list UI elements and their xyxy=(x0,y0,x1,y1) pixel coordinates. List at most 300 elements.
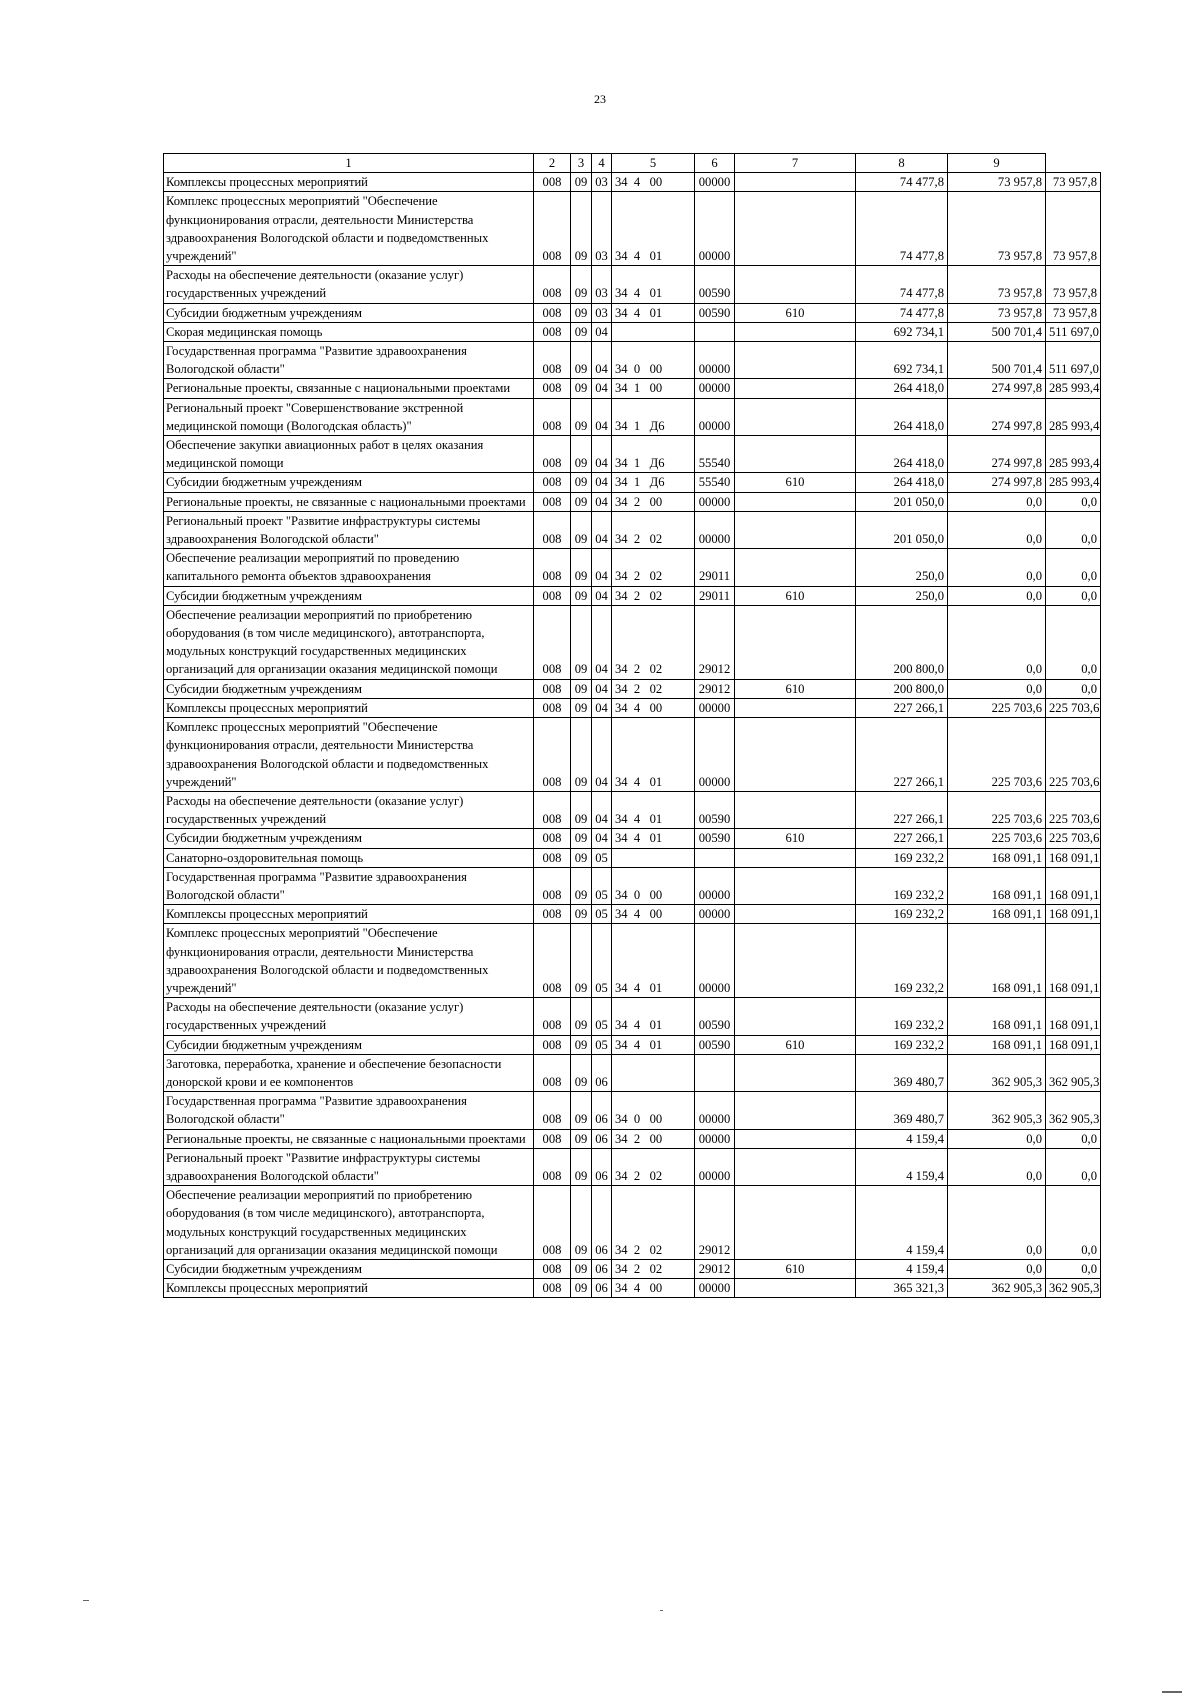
section-code-cell: 09 xyxy=(571,1186,592,1260)
subsection-code-cell: 05 xyxy=(592,848,612,867)
target-article-cell: 34 4 00 xyxy=(612,698,695,717)
ved-code-cell: 008 xyxy=(534,1259,571,1278)
row-name-cell: Государственная программа "Развитие здравоохранения Вологодской области" xyxy=(164,1092,534,1129)
amount-col7-cell: 264 418,0 xyxy=(856,473,948,492)
section-code-cell: 09 xyxy=(571,322,592,341)
target-article-cell: 34 0 00 xyxy=(612,867,695,904)
amount-col7-cell: 200 800,0 xyxy=(856,605,948,679)
ved-code-cell: 008 xyxy=(534,867,571,904)
target-article-cell: 34 0 00 xyxy=(612,342,695,379)
article-code-cell: 00590 xyxy=(695,791,735,828)
amount-col9-cell: 0,0 xyxy=(1046,492,1101,511)
row-name-cell: Обеспечение закупки авиационных работ в целях оказания медицинской помощи xyxy=(164,436,534,473)
ved-code-cell: 008 xyxy=(534,1092,571,1129)
target-article-cell: 34 4 01 xyxy=(612,924,695,998)
target-article-cell: 34 1 Д6 xyxy=(612,473,695,492)
subsection-code-cell: 03 xyxy=(592,266,612,303)
table-row xyxy=(164,905,1101,924)
row-name-cell: Обеспечение реализации мероприятий по приобретению оборудования (в том числе медицинского), автотранспорта, модульных конструкций государственных медицинских организаций для организации оказания медицинской помощи xyxy=(164,605,534,679)
row-name-cell: Комплексы процессных мероприятий xyxy=(164,173,534,192)
expense-type-cell xyxy=(735,1279,856,1298)
ved-code-cell: 008 xyxy=(534,586,571,605)
expense-type-cell xyxy=(735,342,856,379)
amount-col9-cell: 0,0 xyxy=(1046,511,1101,548)
target-article-cell: 34 4 00 xyxy=(612,905,695,924)
expense-type-cell xyxy=(735,1054,856,1091)
amount-col8-cell: 225 703,6 xyxy=(948,718,1046,792)
amount-col9-cell: 0,0 xyxy=(1046,1259,1101,1278)
subsection-code-cell: 04 xyxy=(592,718,612,792)
subsection-code-cell: 04 xyxy=(592,322,612,341)
amount-col7-cell: 74 477,8 xyxy=(856,266,948,303)
row-name-cell: Комплекс процессных мероприятий "Обеспечение функционирования отрасли, деятельности Министерства здравоохранения Вологодской области и подведомственных учреждений" xyxy=(164,192,534,266)
amount-col7-cell: 169 232,2 xyxy=(856,1035,948,1054)
article-code-cell: 00590 xyxy=(695,1035,735,1054)
amount-col9-cell: 168 091,1 xyxy=(1046,848,1101,867)
subsection-code-cell: 06 xyxy=(592,1092,612,1129)
amount-col9-cell: 0,0 xyxy=(1046,1186,1101,1260)
target-article-cell: 34 2 02 xyxy=(612,1148,695,1185)
article-code-cell: 55540 xyxy=(695,436,735,473)
subsection-code-cell: 06 xyxy=(592,1279,612,1298)
scan-mark xyxy=(83,1600,89,1601)
subsection-code-cell: 04 xyxy=(592,379,612,398)
amount-col9-cell: 225 703,6 xyxy=(1046,829,1101,848)
article-code-cell: 00000 xyxy=(695,342,735,379)
ved-code-cell: 008 xyxy=(534,791,571,828)
subsection-code-cell: 04 xyxy=(592,791,612,828)
subsection-code-cell: 05 xyxy=(592,1035,612,1054)
article-code-cell: 29011 xyxy=(695,549,735,586)
amount-col9-cell: 168 091,1 xyxy=(1046,924,1101,998)
ved-code-cell: 008 xyxy=(534,679,571,698)
target-article-cell xyxy=(612,322,695,341)
amount-col8-cell: 168 091,1 xyxy=(948,867,1046,904)
amount-col7-cell: 365 321,3 xyxy=(856,1279,948,1298)
ved-code-cell: 008 xyxy=(534,398,571,435)
amount-col7-cell: 250,0 xyxy=(856,549,948,586)
section-code-cell: 09 xyxy=(571,511,592,548)
ved-code-cell: 008 xyxy=(534,303,571,322)
target-article-cell: 34 4 01 xyxy=(612,791,695,828)
expense-type-cell xyxy=(735,322,856,341)
amount-col9-cell: 168 091,1 xyxy=(1046,998,1101,1035)
expense-type-cell xyxy=(735,924,856,998)
amount-col9-cell: 73 957,8 xyxy=(1046,173,1101,192)
table-row xyxy=(164,492,1101,511)
amount-col9-cell: 168 091,1 xyxy=(1046,905,1101,924)
amount-col8-cell: 362 905,3 xyxy=(948,1054,1046,1091)
section-code-cell: 09 xyxy=(571,679,592,698)
ved-code-cell: 008 xyxy=(534,1129,571,1148)
amount-col7-cell: 169 232,2 xyxy=(856,867,948,904)
table-row xyxy=(164,511,1101,548)
table-row xyxy=(164,1279,1101,1298)
target-article-cell xyxy=(612,1054,695,1091)
expense-type-cell xyxy=(735,605,856,679)
ved-code-cell: 008 xyxy=(534,492,571,511)
subsection-code-cell: 06 xyxy=(592,1054,612,1091)
table-row xyxy=(164,473,1101,492)
section-code-cell: 09 xyxy=(571,1129,592,1148)
amount-col8-cell: 0,0 xyxy=(948,511,1046,548)
header-cell: 7 xyxy=(735,154,856,173)
table-row xyxy=(164,342,1101,379)
amount-col9-cell: 168 091,1 xyxy=(1046,867,1101,904)
amount-col8-cell: 0,0 xyxy=(948,1148,1046,1185)
row-name-cell: Субсидии бюджетным учреждениям xyxy=(164,586,534,605)
amount-col8-cell: 274 997,8 xyxy=(948,436,1046,473)
article-code-cell: 00000 xyxy=(695,1129,735,1148)
ved-code-cell: 008 xyxy=(534,342,571,379)
expense-type-cell xyxy=(735,1129,856,1148)
subsection-code-cell: 03 xyxy=(592,173,612,192)
subsection-code-cell: 04 xyxy=(592,549,612,586)
table-row xyxy=(164,924,1101,998)
header-cell: 3 xyxy=(571,154,592,173)
ved-code-cell: 008 xyxy=(534,436,571,473)
header-row xyxy=(164,154,1101,173)
table-row xyxy=(164,718,1101,792)
subsection-code-cell: 04 xyxy=(592,492,612,511)
header-cell: 1 xyxy=(164,154,534,173)
amount-col7-cell: 169 232,2 xyxy=(856,998,948,1035)
table-row xyxy=(164,829,1101,848)
section-code-cell: 09 xyxy=(571,549,592,586)
section-code-cell: 09 xyxy=(571,342,592,379)
amount-col9-cell: 0,0 xyxy=(1046,1129,1101,1148)
ved-code-cell: 008 xyxy=(534,322,571,341)
row-name-cell: Комплексы процессных мероприятий xyxy=(164,1279,534,1298)
target-article-cell: 34 0 00 xyxy=(612,1092,695,1129)
amount-col9-cell: 285 993,4 xyxy=(1046,436,1101,473)
amount-col9-cell: 225 703,6 xyxy=(1046,698,1101,717)
amount-col9-cell: 285 993,4 xyxy=(1046,473,1101,492)
target-article-cell: 34 4 01 xyxy=(612,266,695,303)
article-code-cell: 55540 xyxy=(695,473,735,492)
expense-type-cell xyxy=(735,718,856,792)
amount-col7-cell: 4 159,4 xyxy=(856,1186,948,1260)
article-code-cell: 00000 xyxy=(695,192,735,266)
section-code-cell: 09 xyxy=(571,173,592,192)
target-article-cell: 34 4 01 xyxy=(612,829,695,848)
subsection-code-cell: 06 xyxy=(592,1148,612,1185)
table-row xyxy=(164,998,1101,1035)
amount-col7-cell: 692 734,1 xyxy=(856,322,948,341)
amount-col8-cell: 168 091,1 xyxy=(948,1035,1046,1054)
amount-col9-cell: 362 905,3 xyxy=(1046,1054,1101,1091)
amount-col8-cell: 73 957,8 xyxy=(948,303,1046,322)
ved-code-cell: 008 xyxy=(534,1279,571,1298)
table-row xyxy=(164,1035,1101,1054)
amount-col9-cell: 73 957,8 xyxy=(1046,192,1101,266)
row-name-cell: Заготовка, переработка, хранение и обеспечение безопасности донорской крови и ее компонентов xyxy=(164,1054,534,1091)
expense-type-cell: 610 xyxy=(735,829,856,848)
row-name-cell: Субсидии бюджетным учреждениям xyxy=(164,303,534,322)
section-code-cell: 09 xyxy=(571,266,592,303)
row-name-cell: Субсидии бюджетным учреждениям xyxy=(164,1035,534,1054)
row-name-cell: Региональные проекты, не связанные с национальными проектами xyxy=(164,492,534,511)
target-article-cell xyxy=(612,848,695,867)
section-code-cell: 09 xyxy=(571,303,592,322)
section-code-cell: 09 xyxy=(571,1092,592,1129)
row-name-cell: Субсидии бюджетным учреждениям xyxy=(164,1259,534,1278)
row-name-cell: Субсидии бюджетным учреждениям xyxy=(164,473,534,492)
expense-type-cell: 610 xyxy=(735,473,856,492)
table-row xyxy=(164,303,1101,322)
row-name-cell: Государственная программа "Развитие здравоохранения Вологодской области" xyxy=(164,342,534,379)
amount-col8-cell: 274 997,8 xyxy=(948,473,1046,492)
section-code-cell: 09 xyxy=(571,473,592,492)
target-article-cell: 34 4 01 xyxy=(612,998,695,1035)
amount-col7-cell: 4 159,4 xyxy=(856,1148,948,1185)
ved-code-cell: 008 xyxy=(534,549,571,586)
table-row xyxy=(164,436,1101,473)
amount-col8-cell: 0,0 xyxy=(948,492,1046,511)
expense-type-cell xyxy=(735,848,856,867)
row-name-cell: Комплекс процессных мероприятий "Обеспечение функционирования отрасли, деятельности Министерства здравоохранения Вологодской области и подведомственных учреждений" xyxy=(164,924,534,998)
table-row xyxy=(164,192,1101,266)
amount-col8-cell: 168 091,1 xyxy=(948,905,1046,924)
subsection-code-cell: 04 xyxy=(592,679,612,698)
article-code-cell: 00590 xyxy=(695,829,735,848)
row-name-cell: Расходы на обеспечение деятельности (оказание услуг) государственных учреждений xyxy=(164,791,534,828)
expense-type-cell xyxy=(735,192,856,266)
article-code-cell xyxy=(695,1054,735,1091)
row-name-cell: Субсидии бюджетным учреждениям xyxy=(164,679,534,698)
table-row xyxy=(164,173,1101,192)
amount-col7-cell: 169 232,2 xyxy=(856,905,948,924)
target-article-cell: 34 2 02 xyxy=(612,1259,695,1278)
amount-col7-cell: 227 266,1 xyxy=(856,718,948,792)
table-row xyxy=(164,398,1101,435)
section-code-cell: 09 xyxy=(571,1054,592,1091)
article-code-cell: 00000 xyxy=(695,379,735,398)
row-name-cell: Скорая медицинская помощь xyxy=(164,322,534,341)
amount-col7-cell: 74 477,8 xyxy=(856,173,948,192)
table-row xyxy=(164,679,1101,698)
row-name-cell: Расходы на обеспечение деятельности (оказание услуг) государственных учреждений xyxy=(164,266,534,303)
ved-code-cell: 008 xyxy=(534,379,571,398)
table-row xyxy=(164,1129,1101,1148)
amount-col7-cell: 692 734,1 xyxy=(856,342,948,379)
expense-type-cell xyxy=(735,905,856,924)
subsection-code-cell: 05 xyxy=(592,905,612,924)
row-name-cell: Государственная программа "Развитие здравоохранения Вологодской области" xyxy=(164,867,534,904)
expense-type-cell: 610 xyxy=(735,679,856,698)
amount-col8-cell: 362 905,3 xyxy=(948,1279,1046,1298)
section-code-cell: 09 xyxy=(571,1279,592,1298)
table-row xyxy=(164,266,1101,303)
amount-col7-cell: 169 232,2 xyxy=(856,848,948,867)
amount-col7-cell: 200 800,0 xyxy=(856,679,948,698)
expense-type-cell: 610 xyxy=(735,303,856,322)
amount-col8-cell: 73 957,8 xyxy=(948,266,1046,303)
ved-code-cell: 008 xyxy=(534,511,571,548)
article-code-cell: 29011 xyxy=(695,586,735,605)
section-code-cell: 09 xyxy=(571,398,592,435)
amount-col7-cell: 227 266,1 xyxy=(856,698,948,717)
subsection-code-cell: 06 xyxy=(592,1259,612,1278)
amount-col7-cell: 74 477,8 xyxy=(856,303,948,322)
section-code-cell: 09 xyxy=(571,867,592,904)
table-row xyxy=(164,605,1101,679)
target-article-cell: 34 2 02 xyxy=(612,586,695,605)
section-code-cell: 09 xyxy=(571,379,592,398)
ved-code-cell: 008 xyxy=(534,1054,571,1091)
amount-col9-cell: 285 993,4 xyxy=(1046,379,1101,398)
header-cell: 4 xyxy=(592,154,612,173)
table-row xyxy=(164,1259,1101,1278)
amount-col8-cell: 0,0 xyxy=(948,1259,1046,1278)
target-article-cell: 34 1 Д6 xyxy=(612,398,695,435)
expense-type-cell xyxy=(735,436,856,473)
table-row xyxy=(164,698,1101,717)
subsection-code-cell: 04 xyxy=(592,342,612,379)
section-code-cell: 09 xyxy=(571,698,592,717)
ved-code-cell: 008 xyxy=(534,1186,571,1260)
header-cell: 6 xyxy=(695,154,735,173)
amount-col9-cell: 0,0 xyxy=(1046,1148,1101,1185)
amount-col9-cell: 225 703,6 xyxy=(1046,718,1101,792)
subsection-code-cell: 04 xyxy=(592,698,612,717)
amount-col9-cell: 0,0 xyxy=(1046,549,1101,586)
article-code-cell: 00000 xyxy=(695,867,735,904)
amount-col9-cell: 73 957,8 xyxy=(1046,303,1101,322)
expense-type-cell: 610 xyxy=(735,1035,856,1054)
target-article-cell: 34 2 02 xyxy=(612,549,695,586)
target-article-cell: 34 2 02 xyxy=(612,679,695,698)
article-code-cell: 00000 xyxy=(695,492,735,511)
target-article-cell: 34 1 Д6 xyxy=(612,436,695,473)
section-code-cell: 09 xyxy=(571,192,592,266)
subsection-code-cell: 05 xyxy=(592,867,612,904)
amount-col7-cell: 169 232,2 xyxy=(856,924,948,998)
target-article-cell: 34 4 00 xyxy=(612,1279,695,1298)
table-row xyxy=(164,549,1101,586)
table-row xyxy=(164,848,1101,867)
amount-col8-cell: 0,0 xyxy=(948,605,1046,679)
expense-type-cell xyxy=(735,379,856,398)
expense-type-cell xyxy=(735,398,856,435)
article-code-cell: 00000 xyxy=(695,1092,735,1129)
row-name-cell: Региональный проект "Развитие инфраструктуры системы здравоохранения Вологодской области" xyxy=(164,1148,534,1185)
row-name-cell: Комплексы процессных мероприятий xyxy=(164,905,534,924)
table-row xyxy=(164,379,1101,398)
amount-col8-cell: 0,0 xyxy=(948,679,1046,698)
amount-col7-cell: 201 050,0 xyxy=(856,492,948,511)
row-name-cell: Субсидии бюджетным учреждениям xyxy=(164,829,534,848)
ved-code-cell: 008 xyxy=(534,1148,571,1185)
table-row xyxy=(164,1148,1101,1185)
amount-col9-cell: 168 091,1 xyxy=(1046,1035,1101,1054)
subsection-code-cell: 03 xyxy=(592,192,612,266)
amount-col9-cell: 225 703,6 xyxy=(1046,791,1101,828)
header-cell: 8 xyxy=(856,154,948,173)
target-article-cell: 34 4 01 xyxy=(612,1035,695,1054)
scan-mark xyxy=(1162,1691,1182,1693)
amount-col8-cell: 362 905,3 xyxy=(948,1092,1046,1129)
section-code-cell: 09 xyxy=(571,829,592,848)
article-code-cell xyxy=(695,848,735,867)
subsection-code-cell: 06 xyxy=(592,1186,612,1260)
amount-col7-cell: 74 477,8 xyxy=(856,192,948,266)
table-row xyxy=(164,867,1101,904)
page-number: 23 xyxy=(594,92,606,106)
expense-type-cell xyxy=(735,549,856,586)
target-article-cell: 34 1 00 xyxy=(612,379,695,398)
article-code-cell: 00000 xyxy=(695,1148,735,1185)
expense-type-cell xyxy=(735,266,856,303)
row-name-cell: Обеспечение реализации мероприятий по приобретению оборудования (в том числе медицинского), автотранспорта, модульных конструкций государственных медицинских организаций для организации оказания медицинской помощи xyxy=(164,1186,534,1260)
row-name-cell: Региональные проекты, связанные с национальными проектами xyxy=(164,379,534,398)
subsection-code-cell: 04 xyxy=(592,398,612,435)
amount-col7-cell: 264 418,0 xyxy=(856,379,948,398)
expense-type-cell xyxy=(735,1186,856,1260)
amount-col8-cell: 0,0 xyxy=(948,1186,1046,1260)
target-article-cell: 34 2 02 xyxy=(612,605,695,679)
amount-col9-cell: 73 957,8 xyxy=(1046,266,1101,303)
row-name-cell: Региональный проект "Совершенствование экстренной медицинской помощи (Вологодская область)" xyxy=(164,398,534,435)
expense-type-cell: 610 xyxy=(735,586,856,605)
ved-code-cell: 008 xyxy=(534,905,571,924)
amount-col8-cell: 0,0 xyxy=(948,549,1046,586)
amount-col7-cell: 201 050,0 xyxy=(856,511,948,548)
amount-col8-cell: 274 997,8 xyxy=(948,398,1046,435)
subsection-code-cell: 04 xyxy=(592,829,612,848)
amount-col8-cell: 168 091,1 xyxy=(948,924,1046,998)
expense-type-cell xyxy=(735,492,856,511)
amount-col8-cell: 0,0 xyxy=(948,1129,1046,1148)
header-cell: 9 xyxy=(948,154,1046,173)
expense-type-cell xyxy=(735,1092,856,1129)
article-code-cell: 29012 xyxy=(695,1259,735,1278)
target-article-cell: 34 4 01 xyxy=(612,192,695,266)
amount-col8-cell: 225 703,6 xyxy=(948,698,1046,717)
article-code-cell: 00590 xyxy=(695,998,735,1035)
amount-col9-cell: 0,0 xyxy=(1046,605,1101,679)
section-code-cell: 09 xyxy=(571,924,592,998)
row-name-cell: Комплекс процессных мероприятий "Обеспечение функционирования отрасли, деятельности Министерства здравоохранения Вологодской области и подведомственных учреждений" xyxy=(164,718,534,792)
article-code-cell: 00000 xyxy=(695,718,735,792)
expense-type-cell xyxy=(735,998,856,1035)
target-article-cell: 34 2 00 xyxy=(612,1129,695,1148)
article-code-cell: 00000 xyxy=(695,173,735,192)
amount-col7-cell: 227 266,1 xyxy=(856,829,948,848)
amount-col8-cell: 168 091,1 xyxy=(948,848,1046,867)
table-row xyxy=(164,1092,1101,1129)
section-code-cell: 09 xyxy=(571,1148,592,1185)
ved-code-cell: 008 xyxy=(534,605,571,679)
section-code-cell: 09 xyxy=(571,586,592,605)
expense-type-cell xyxy=(735,1148,856,1185)
row-name-cell: Санаторно-оздоровительная помощь xyxy=(164,848,534,867)
table-row xyxy=(164,586,1101,605)
target-article-cell: 34 2 02 xyxy=(612,1186,695,1260)
table-row xyxy=(164,1186,1101,1260)
ved-code-cell: 008 xyxy=(534,829,571,848)
section-code-cell: 09 xyxy=(571,718,592,792)
subsection-code-cell: 06 xyxy=(592,1129,612,1148)
section-code-cell: 09 xyxy=(571,1035,592,1054)
ved-code-cell: 008 xyxy=(534,192,571,266)
amount-col8-cell: 73 957,8 xyxy=(948,192,1046,266)
subsection-code-cell: 04 xyxy=(592,605,612,679)
subsection-code-cell: 04 xyxy=(592,511,612,548)
expense-type-cell xyxy=(735,698,856,717)
ved-code-cell: 008 xyxy=(534,924,571,998)
target-article-cell: 34 4 01 xyxy=(612,303,695,322)
